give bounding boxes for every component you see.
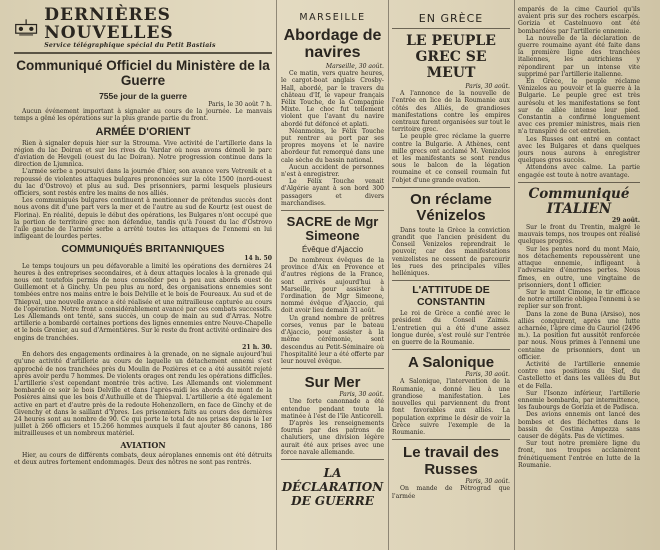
armee-orient-p3: Les communiqués bulgares continuent à mentionner de prétendus succès dont nous avons dit d'une part vers la mer et de l'autre au sud de Kourtz (est ouest de Florina). En réalité, depuis le début des opérations, les Bulgares n'ont occupé que la portion de territoire grec non défendue, tandis qu'à l'ouest du lac d'Ostrovo l'aile gauche de l'armée serbe a arrêté toutes les attaques de l'ennemi en lui infligeant de lourdes pertes. xyxy=(14,197,272,241)
vizel-head: On réclame Vénizelos xyxy=(410,190,492,224)
italien-p1: Sur le front du Trentin, malgré le mauvais temps, nos troupes ont réalisé quelques progrès. xyxy=(518,224,640,246)
dateline-1: Paris, le 30 août 7 h. xyxy=(208,101,272,108)
abordage-head: Abordage de navires xyxy=(283,27,382,61)
salonique-dateline: Paris, 30 août. xyxy=(465,371,510,379)
sacre-sub: Évêque d'Ajaccio xyxy=(301,245,364,255)
column-3 xyxy=(392,0,510,550)
travail-p: On mande de Pétrograd que l'armée xyxy=(392,485,510,500)
column-2 xyxy=(281,0,384,550)
abordage-p2: Néanmoins, le Félix Touche put rentrer au port par ses propres moyens et le navire abordeur fut remorqué dans une cale sèche du bassin national. xyxy=(281,127,384,164)
abordage-p4: Le Félix Touche venait d'Algérie ayant à son bord 300 passagers et divers marchandises. xyxy=(281,178,384,207)
peuple-dateline: Paris, 30 août. xyxy=(465,83,510,90)
italien-p8: Sur tout notre première ligne du front, nos troupes acclamèrent frénétiquement l'entrée en lutte de la Roumanie. xyxy=(518,440,640,469)
italien-p3: Sur le mont Cimone, le tir efficace de notre artillerie obligea l'ennemi à se replier sur son front. xyxy=(518,288,640,311)
communique-title: Communiqué Officiel du Ministère de la Guerre xyxy=(16,58,270,88)
italien-p6: Sur l'Isonzo inférieur, l'artillerie ennemie bombarda, par intermittence, les faubourgs de Gorizia et de Padisca. xyxy=(518,389,640,412)
italien-p2: Sur les pentes nord du mont Maio, nos détachements repoussèrent une attaque ennemie, infligeant à l'adversaire d'énormes pertes. Nous fîmes, en outre, une vingtaine de prisonniers, dont 1 officier. xyxy=(518,245,640,289)
abordage-dateline: Marseille, 30 août. xyxy=(325,63,384,70)
italien-p5: Activité de l'artillerie ennemie contre nos positions du Sief, du Castelletto et dans les vallées du But et de Fella. xyxy=(518,360,640,390)
column-4 xyxy=(518,0,640,550)
intro-text: Aucun événement important à signaler au cours de la journée. Le manvais temps a gêné les opérations sur la plus grande partie du front. xyxy=(14,108,272,123)
travail-head: Le travail des Russes xyxy=(403,444,499,479)
travail-dateline: Paris, 30 août. xyxy=(465,478,510,486)
brit-head: COMMUNIQUÉS BRITANNIQUES xyxy=(61,243,225,256)
italien-p4: Dans la zone de Buna (Arsiso), nos alliés conquirent, après une lutte acharnée, l'âpre cime du Cauriol (2496 m.). La position fut aussitôt renforcée par nous. Nous primes à l'ennemi une centaine de prisonniers, dont un officier. xyxy=(518,310,640,361)
telegraph-icon xyxy=(14,16,38,40)
attitude-head: L'ATTITUDE DE CONSTANTIN xyxy=(412,284,490,309)
brit-time-2: 21 h. 30. xyxy=(242,343,272,351)
brit-p2: En dehors des engagements ordinaires à la grenade, on ne signale aujourd'hui qu'une activité d'artillerie au cours de laquelle un détachement ennemi s'est approché de nos tranchées près du Moulin de Pozières et ce a été aussitôt rejeté après avoir perdu 7 hommes. De violents orages ont rendu les opérations difficiles. L'artillerie s'est cependant montrée très active. Les Allemands ont violemment bombardé ce soir le bois Delville et dans l'après-midi les abords du mont de la Posières ainsi que les bois d'Authuille et de Thiepval. L'artillerie a été également active en part et d'autre près de la redoute Hohenzollern, en face de Ginchy et de Givenchy et dans le saillant d'Ypres. Les prisonniers faits au cours des dernières 24 heures sont au nombre de 90. Ce qui porte le total de nos prises depuis le 1er juillet à 266 officiers et 15.266 hommes auxquels il faut ajouter 86 canons, 186 mitrailleuses et un nombreux matériel. xyxy=(14,351,272,438)
surmer-p1: Une forte canonnade a été entendue pendant toute la matinée à l'est de l'île Anticorell. xyxy=(281,398,384,420)
column-1 xyxy=(14,0,272,550)
sacre-head: SACRE de Mgr Simeone xyxy=(286,214,379,244)
armee-orient-p2: L'armée serbe a poursuivi dans la journée d'hier, son avance vers Vetrenik et a repoussé de violentes attaques bulgares prononcées sur la côte 1500 (nord-ouest du lac d'Ostrovo) et plus au sud. Des prisonniers, parmi lesquels plusieurs officiers, sont restés entre les mains de nos alliés. xyxy=(14,168,272,198)
masthead-title: DERNIÈRES NOUVELLES xyxy=(44,5,174,43)
grece-kicker: EN GRÈCE xyxy=(418,12,484,25)
sacre-p2: Un grand nombre de prêtres corses, venus par le bateau d'Ajaccio, pour assister à la même cérémonie, sont descendus au Petit-Séminaire où l'hospitalité leur a été offerte par leur nouvel évêque. xyxy=(281,314,384,365)
italien-p7: Des avions ennemis ont lancé des bombes et des fléchettes dans le bassin de Costina Ampezza sans causer de dégâts. Pas de victimes. xyxy=(518,411,640,440)
armee-orient-head: ARMÉE D'ORIENT xyxy=(95,125,191,138)
day-line: 755e jour de la guerre xyxy=(99,91,187,101)
peuple-p1: A l'annonce de la nouvelle de l'entrée en lice de la Roumanie aux côtés des Alliés, de grandioses manifestations contre les empires centraux furent organisées sur tout le territoire grec. xyxy=(392,90,510,134)
italien-dateline: 29 août. xyxy=(612,216,640,224)
abordage-p1: Ce matin, vers quatre heures, le cargot-boat anglais Crosby-Hall, abordé, par le travers du château d'If, le vapeur français Félix Touche, de la Compagnie Mixte. Le choc fut tellement violent que l'avant du navire abordé fut défoncé et aplati. xyxy=(281,70,384,128)
col4-p1: emparés de la cime Cauriol qu'ils avaient pris sur des rochers escarpés. Gorizia et Castelnuovo ont été bombardées par l'artillerie ennemie. xyxy=(518,6,640,35)
col4-p3: En Grèce, le peuple réclame Vénizelos au pouvoir et la guerre à la Bulgarie. Le peuple grec est très aurésolu et les manifestations se font sur de allée intense leur pied. Constantin a confirmé longuement avec ces premier ministres, mais rien n'a transpiré de cet entretien. xyxy=(518,78,640,136)
attitude-p: Le roi de Grèce a confié avec le président du Conseil Zaimis. L'entretien qui a été d'une assez longue durée, s'est roulé sur l'entrée en guerre de la Roumanie. xyxy=(392,310,510,347)
masthead xyxy=(14,6,272,49)
declaration-head: LA DÉCLARATION DE GUERRE xyxy=(281,465,384,508)
brit-p1: Le temps toujours un peu défavorable a limité les opérations des dernières 24 heures à des entreprises secondaires, et à deux attaques locales à la grenade qui nous ont toutefois permis de nous consolider peu à peu aux abords ouest de Guillemont et à Ginchy. Un peu plus au nord, des organisations ennemies sont tombées entre nos mains entre le bois Delville et le bois de Foureaux. Au sud et de Thiepval, une nouvelle avance a été réalisée et une mitrailleuse capturée au cours de l'opération. Notre front a considérablement avancé par ces combats successifs. Les Allemands ont tenté, sans succès, un coup de main au sud d'Arras. Notre artillerie a bombardé certaines portions des lignes ennemies entre Neuve-Chapelle et le bois Grenier, au sud d'Armentières. Sur le reste du front activité ordinaire des engins de tranchées. xyxy=(14,262,272,342)
peuple-p2: Le peuple grec réclame la guerre contre la Bulgarie. A Athènes, cent mille grecs ont acclamé M. Venizelos et les manifestants se sont rendus sous le balcon de la légation roumaine et ce conseil roumain fut l'objet d'une grande ovation. xyxy=(392,133,510,184)
peuple-head: LE PEUPLE GREC SE MEUT xyxy=(406,33,496,81)
surmer-dateline: Paris, 30 août. xyxy=(339,391,384,399)
surmer-p2: D'après les renseignements fournis par des patrons de chalutiers, une division légère aurait été aux prises avec une force navale allemande. xyxy=(281,419,384,456)
marseille-kicker: MARSEILLE xyxy=(299,12,366,23)
italien-head: Communiqué ITALIEN xyxy=(528,185,630,217)
col4-p2: La nouvelle de la déclaration de guerre roumaine ayant été faite dans la première ligne des tranchées italiennes, les autrichiens y répondirent par un intense vite supprimé par l'artillerie italienne. xyxy=(518,34,640,78)
salonique-head: A Salonique xyxy=(407,354,495,372)
col4-p4: Les Russes ont entré en contact avec les Bulgares et dans quelques jours nous aurons à enregistrer quelques gros succès. xyxy=(518,135,640,165)
aviation-head: AVIATION xyxy=(120,439,166,450)
masthead-sub: Service télégraphique spécial du Petit Bastiais xyxy=(44,42,216,49)
surmer-head: Sur Mer xyxy=(304,374,361,392)
armee-orient-p1: Rien à signaler depuis hier sur la Strouma. Vive activité de l'artillerie dans la région du lac Doiran et sur les rives du Vardar où nous avons démoli le parc d'aviation de Hevgeli (ouest du lac Doiran). Notre progression continue dans la direction de Ljumnica. xyxy=(14,139,272,169)
salonique-p: A Salonique, l'intervention de la Roumanie, a donné lieu à une grandiose manifestation. Les nouvelles qui parviennent du front font favorables aux alliés. La population exprime le désir de voir la Grèce suivre l'exemple de la Roumanie. xyxy=(392,378,510,436)
abordage-p3: Aucun accident de personnes n'est à enregistrer. xyxy=(281,163,384,179)
vizel-p1: Dans toute la Grèce la conviction grandit que l'ancien président du Conseil Venizelos reprendrait le pouvoir, car des manifestations venizelistes ne cessent de parcourir les rues des principales villes helléniques. xyxy=(392,226,510,278)
sacre-p1: De nombreux évêques de la province d'Aix en Provence et d'autres régions de la France, sont arrivés aujourd'hui à Marseille, pour assister à l'ordination de Mgr Simeone, nommé évêque d'Ajaccio, qui doit avoir lieu demain 31 août. xyxy=(281,257,384,315)
brit-time-1: 14 h. 50 xyxy=(244,255,272,263)
col4-p5: Attendons avec calme. La partie engagée est toute à notre avantage. xyxy=(518,164,640,179)
aviation-p: Hier, au cours de différents combats, deux aéroplanes ennemis ont été détruits et deux autres fortement endommagés. Deux des nôtres ne sont pas rentrés. xyxy=(14,451,272,466)
